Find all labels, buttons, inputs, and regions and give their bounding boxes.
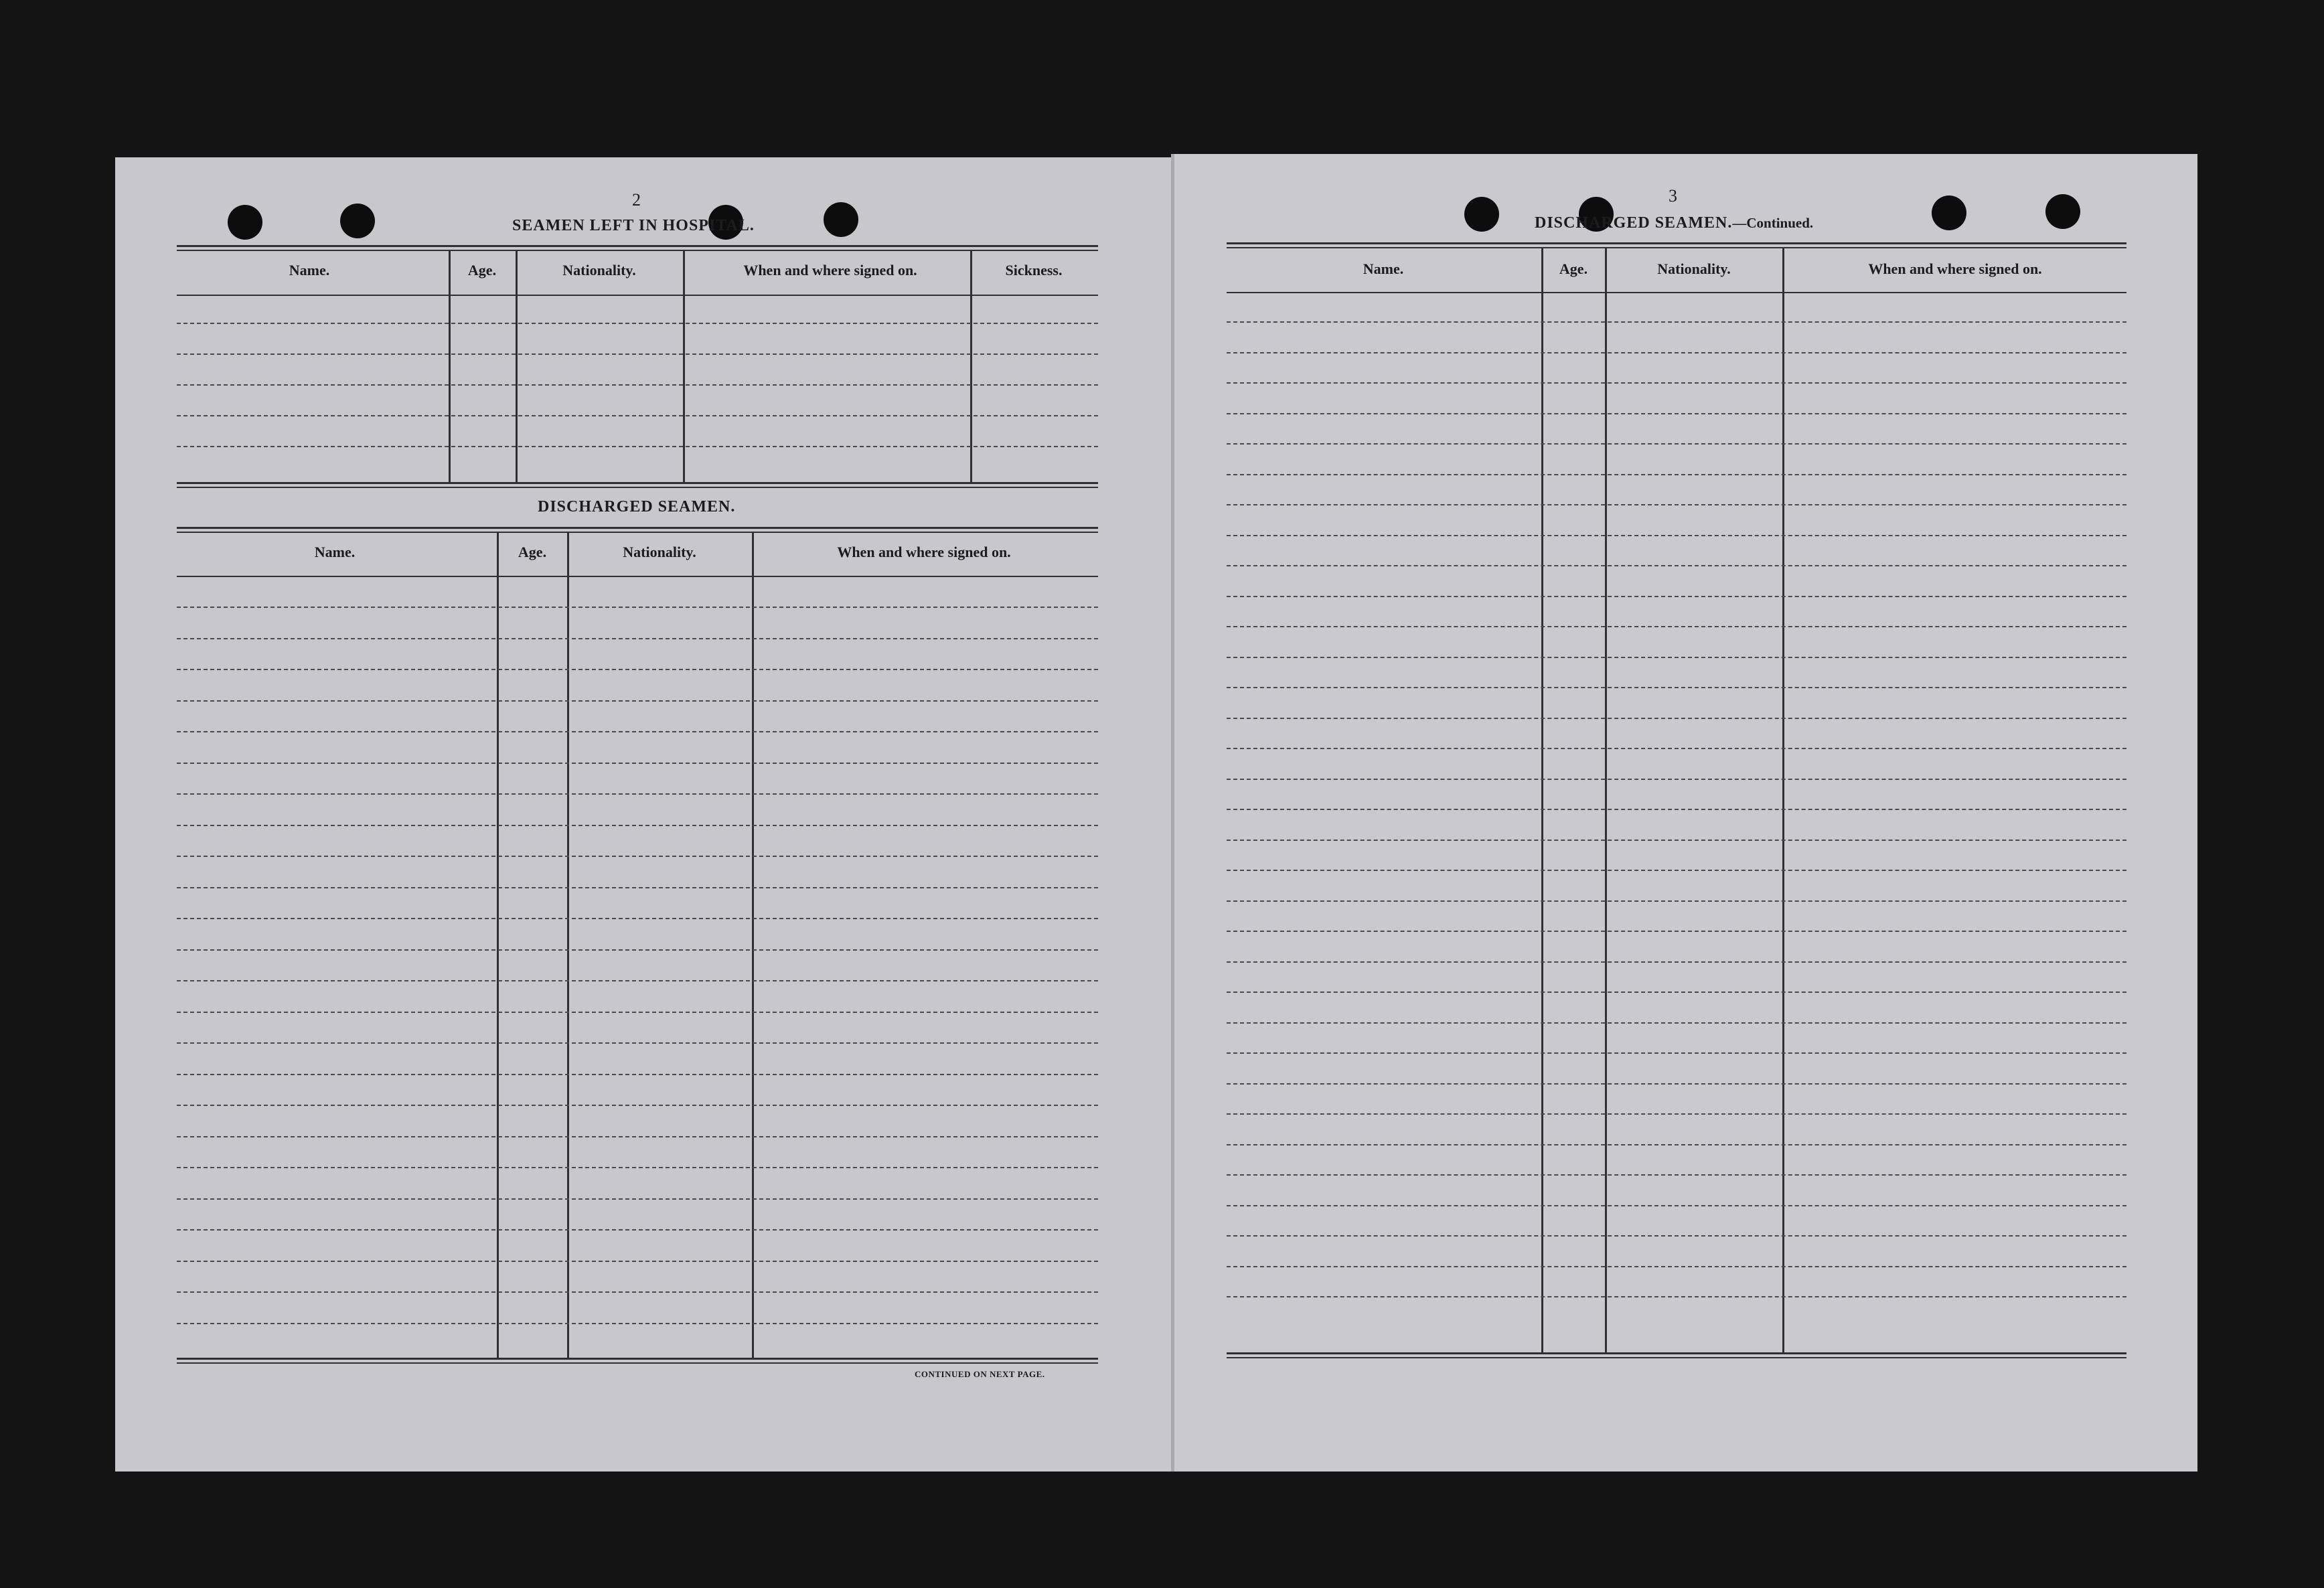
ruled-entry-line [177, 607, 1098, 608]
ruled-entry-line [1227, 718, 2126, 719]
ruled-entry-line [177, 1229, 1098, 1230]
hospital-top-rule-2 [177, 250, 1098, 251]
ruled-entry-line [1227, 626, 2126, 627]
discharged-bottom-rule [177, 1358, 1098, 1360]
punch-hole [340, 204, 375, 238]
right-col-header: When and where signed on. [1868, 260, 2042, 277]
ruled-entry-line [1227, 382, 2126, 384]
ruled-entry-line [177, 1261, 1098, 1262]
punch-hole [1932, 195, 1966, 230]
right-col-header: Nationality. [1657, 260, 1731, 277]
ruled-entry-line [1227, 565, 2126, 566]
ruled-entry-line [1227, 961, 2126, 963]
ruled-entry-line [177, 793, 1098, 795]
right-top-rule [1227, 242, 2126, 244]
punch-hole [1464, 197, 1499, 232]
page-number: 2 [632, 190, 641, 210]
ruled-entry-line [1227, 504, 2126, 505]
ruled-entry-line [177, 1042, 1098, 1044]
punch-hole [2045, 194, 2080, 229]
right-section-title-main: DISCHARGED SEAMEN. [1535, 214, 1733, 232]
ruled-entry-line [177, 384, 1098, 386]
right-section-title-suffix: —Continued. [1732, 215, 1814, 231]
right-top-rule-2 [1227, 247, 2126, 248]
ruled-entry-line [1227, 748, 2126, 749]
ruled-entry-line [1227, 413, 2126, 414]
discharged-column-divider [567, 533, 569, 1358]
ruled-entry-line [1227, 474, 2126, 475]
right-column-divider [1541, 248, 1543, 1354]
hospital-column-divider [449, 251, 451, 482]
hospital-col-header: Name. [289, 262, 330, 279]
ruled-entry-line [177, 763, 1098, 764]
discharged-column-divider [497, 533, 499, 1358]
ruled-entry-line [177, 825, 1098, 826]
continued-note: CONTINUED ON NEXT PAGE. [915, 1369, 1045, 1379]
ruled-entry-line [1227, 535, 2126, 536]
ruled-entry-line [1227, 1022, 2126, 1024]
ruled-entry-line [1227, 1113, 2126, 1115]
ruled-entry-line [1227, 840, 2126, 841]
ruled-entry-line [177, 1012, 1098, 1013]
ruled-entry-line [177, 415, 1098, 416]
punch-hole [228, 205, 262, 240]
ruled-entry-line [1227, 687, 2126, 688]
right-col-header: Age. [1559, 260, 1588, 277]
ruled-entry-line [177, 638, 1098, 639]
hospital-column-divider [970, 251, 972, 482]
ruled-entry-line [1227, 657, 2126, 658]
ruled-entry-line [1227, 1052, 2126, 1054]
discharged-col-header: Age. [518, 544, 547, 560]
page-fold [1171, 154, 1174, 1472]
hospital-column-divider [516, 251, 518, 482]
ruled-entry-line [1227, 596, 2126, 597]
ruled-entry-line [1227, 1296, 2126, 1297]
ruled-entry-line [177, 731, 1098, 732]
discharged-col-header: Name. [314, 544, 356, 560]
ruled-entry-line [1227, 1266, 2126, 1267]
right-header-rule [1227, 292, 2126, 293]
hospital-bottom-rule [177, 482, 1098, 484]
right-column-divider [1605, 248, 1607, 1354]
ruled-entry-line [177, 918, 1098, 919]
hospital-col-header: When and where signed on. [743, 262, 917, 279]
ruled-entry-line [1227, 352, 2126, 353]
discharged-column-divider [752, 533, 754, 1358]
ruled-entry-line [177, 669, 1098, 670]
ruled-entry-line [177, 949, 1098, 951]
right-col-header: Name. [1363, 260, 1404, 277]
discharged-section-title: DISCHARGED SEAMEN. [538, 498, 736, 515]
ruled-entry-line [1227, 900, 2126, 902]
ruled-entry-line [1227, 779, 2126, 780]
ruled-entry-line [1227, 1235, 2126, 1237]
hospital-top-rule [177, 245, 1098, 247]
right-column-divider [1782, 248, 1784, 1354]
ruled-entry-line [177, 700, 1098, 702]
ruled-entry-line [1227, 443, 2126, 445]
hospital-header-rule [177, 295, 1098, 296]
right-bottom-rule [1227, 1352, 2126, 1354]
hospital-bottom-rule-2 [177, 487, 1098, 488]
ruled-entry-line [177, 1167, 1098, 1168]
discharged-bottom-rule-2 [177, 1362, 1098, 1364]
discharged-top-rule [177, 527, 1098, 529]
discharged-col-header: When and where signed on. [837, 544, 1011, 560]
hospital-column-divider [683, 251, 685, 482]
ruled-entry-line [177, 1291, 1098, 1293]
ruled-entry-line [1227, 931, 2126, 932]
ruled-entry-line [177, 856, 1098, 857]
discharged-col-header: Nationality. [623, 544, 696, 560]
discharged-header-rule [177, 576, 1098, 577]
ruled-entry-line [177, 1105, 1098, 1106]
ruled-entry-line [1227, 870, 2126, 871]
ruled-entry-line [177, 323, 1098, 324]
hospital-col-header: Age. [467, 262, 497, 279]
ruled-entry-line [177, 887, 1098, 888]
punch-hole [824, 202, 858, 237]
discharged-top-rule-2 [177, 532, 1098, 533]
right-bottom-rule-2 [1227, 1357, 2126, 1358]
ruled-entry-line [177, 980, 1098, 981]
ruled-entry-line [177, 446, 1098, 447]
page-number: 3 [1669, 186, 1677, 206]
hospital-section-title: SEAMEN LEFT IN HOSPITAL. [512, 217, 755, 234]
ruled-entry-line [1227, 321, 2126, 323]
ruled-entry-line [1227, 1205, 2126, 1206]
ruled-entry-line [177, 353, 1098, 355]
ruled-entry-line [177, 1323, 1098, 1324]
ruled-entry-line [1227, 1144, 2126, 1145]
ruled-entry-line [177, 1198, 1098, 1200]
ruled-entry-line [1227, 1174, 2126, 1176]
ruled-entry-line [177, 1074, 1098, 1075]
right-section-title [1535, 214, 1813, 232]
ruled-entry-line [1227, 809, 2126, 810]
hospital-col-header: Sickness. [1005, 262, 1063, 279]
ruled-entry-line [1227, 991, 2126, 993]
hospital-col-header: Nationality. [562, 262, 636, 279]
ruled-entry-line [1227, 1083, 2126, 1085]
ruled-entry-line [177, 1136, 1098, 1137]
